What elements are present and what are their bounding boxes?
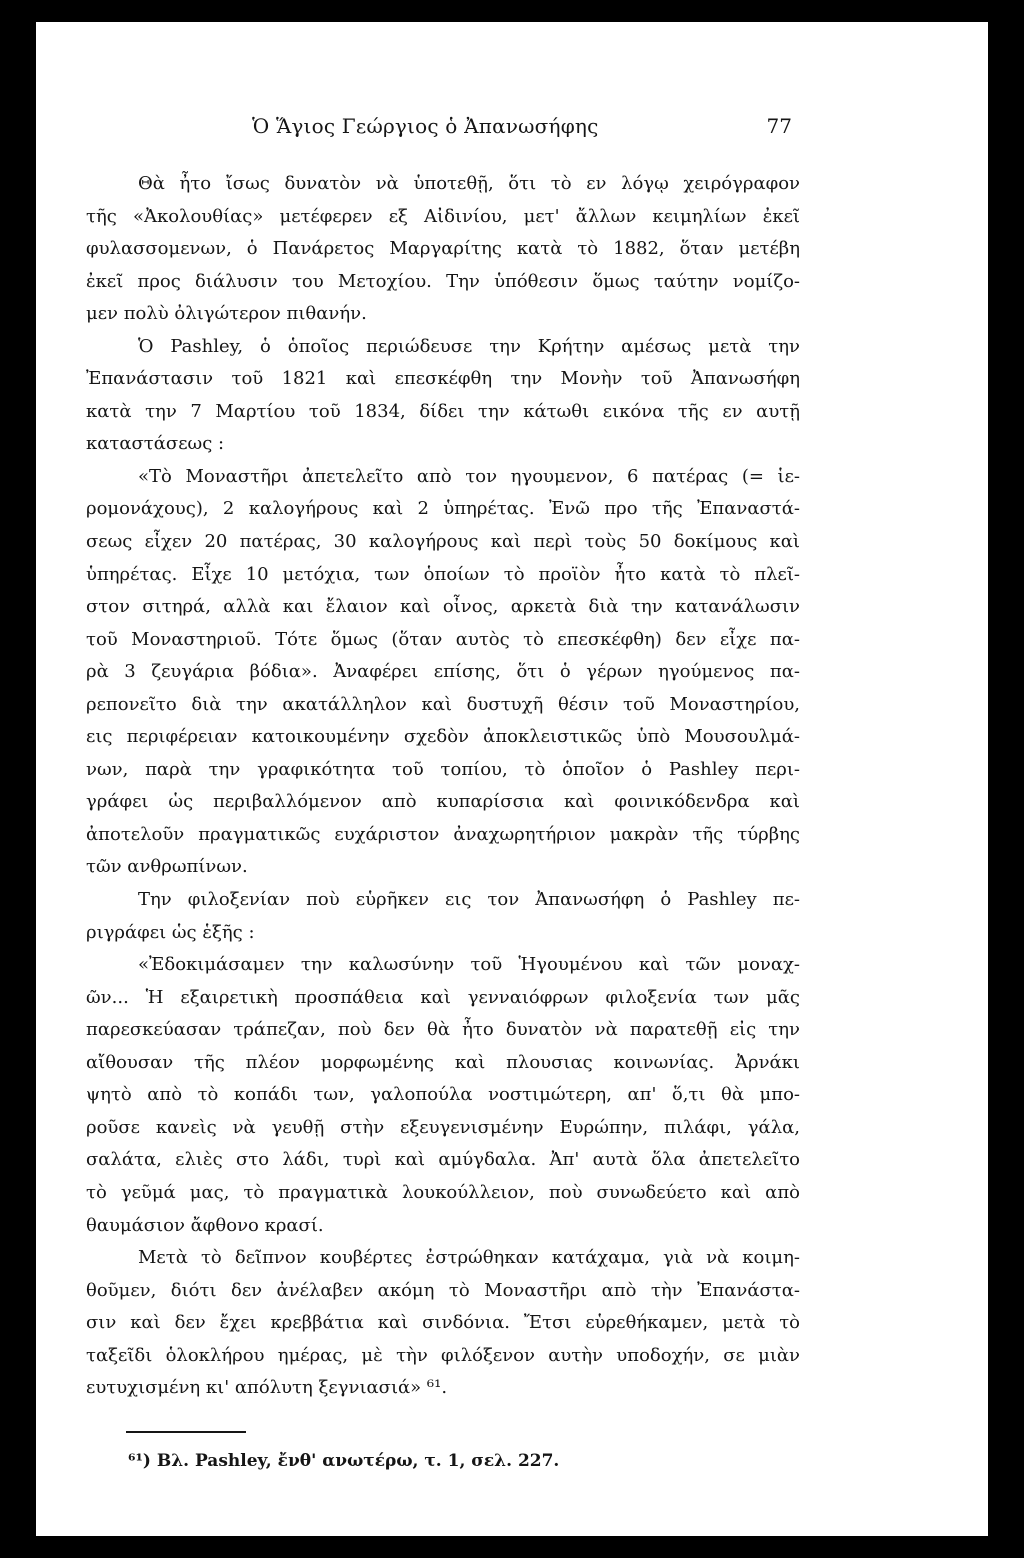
text-line: ταξεῖδι ὁλοκλήρου ημέρας, μὲ τὴν φιλόξενον αυτὴν υποδοχήν, σε μιὰν (86, 1344, 800, 1366)
text-line: κατὰ την 7 Μαρτίου τοῦ 1834, δίδει την κάτωθι εικόνα τῆς εν αυτῇ (86, 400, 800, 422)
text-line: ὑπηρέτας. Εἶχε 10 μετόχια, των ὁποίων τὸ προϊὸν ἦτο κατὰ τὸ πλεῖ- (86, 563, 800, 585)
text-line: ρεπονεῖτο διὰ την ακατάλληλον καὶ δυστυχῆ θέσιν τοῦ Μοναστηρίου, (86, 693, 800, 715)
text-line: θαυμάσιον ἄφθονο κρασί. (86, 1214, 324, 1236)
footnote: ⁶¹) Βλ. Pashley, ἔνθ' ανωτέρω, τ. 1, σελ. 227. (128, 1451, 560, 1471)
text-line: σεως εἶχεν 20 πατέρας, 30 καλογήρους καὶ περὶ τοὺς 50 δοκίμους καὶ (86, 531, 800, 553)
text-line: ῶν... Ἡ εξαιρετικὴ προσπάθεια καὶ γενναιόφρων φιλοξενία των μᾶς (86, 986, 800, 1008)
text-line: τῆς «Ἀκολουθίας» μετέφερεν εξ Αἰδινίου, μετ' ἄλλων κειμηλίων ἐκεῖ (86, 205, 800, 227)
running-title: Ὁ Ἅγιος Γεώργιος ὁ Ἀπανωσήφης (252, 114, 599, 138)
text-line: ροῦσε κανεὶς νὰ γευθῇ στὴν εξευγενισμένην Ευρώπην, πιλάφι, γάλα, (86, 1116, 800, 1138)
text-line: «Ἐδοκιμάσαμεν την καλωσύνην τοῦ Ἡγουμένου καὶ τῶν μοναχ- (138, 954, 800, 976)
text-line: τοῦ Μοναστηριοῦ. Τότε ὅμως (ὅταν αυτὸς τὸ επεσκέφθη) δεν εἶχε πα- (86, 628, 800, 650)
page-number: 77 (766, 114, 792, 138)
text-line: τὸ γεῦμά μας, τὸ πραγματικὰ λουκούλλειον, ποὺ συνωδεύετο καὶ απὸ (86, 1181, 800, 1203)
text-line: καταστάσεως : (86, 433, 225, 455)
text-line: Την φιλοξενίαν ποὺ εὑρῆκεν εις τον Ἀπανωσήφη ὁ Pashley πε- (138, 889, 800, 911)
text-line: ριγράφει ὡς ἑξῆς : (86, 921, 255, 943)
text-line: ἀποτελοῦν πραγματικῶς ευχάριστον ἀναχωρητήριον μακρὰν τῆς τύρβης (86, 823, 800, 845)
running-header (252, 114, 792, 148)
text-line: Μετὰ τὸ δεῖπνον κουβέρτες ἐστρώθηκαν κατάχαμα, γιὰ νὰ κοιμη- (138, 1247, 800, 1269)
text-line: εις περιφέρειαν κατοικουμένην σχεδὸν ἀποκλειστικῶς ὑπὸ Μουσουλμά- (86, 726, 800, 748)
text-line: σαλάτα, ελιὲς στο λάδι, τυρὶ καὶ αμύγδαλα. Ἀπ' αυτὰ ὅλα ἀπετελεῖτο (86, 1149, 800, 1171)
text-line: σιν καὶ δεν ἔχει κρεββάτια καὶ σινδόνια. Ἔτσι εὑρεθήκαμεν, μετὰ τὸ (86, 1312, 800, 1334)
text-line: αἴθουσαν τῆς πλέον μορφωμένης καὶ πλουσιας κοινωνίας. Ἀρνάκι (86, 1051, 800, 1073)
text-line: Θὰ ἦτο ἴσως δυνατὸν νὰ ὑποτεθῇ, ὅτι τὸ εν λόγῳ χειρόγραφον (138, 173, 800, 194)
text-line: φυλασσομενων, ὁ Πανάρετος Μαργαρίτης κατὰ τὸ 1882, ὅταν μετέβη (86, 238, 800, 260)
body-text (86, 168, 800, 1405)
footnote-rule (126, 1431, 246, 1433)
text-line: θοῦμεν, διότι δεν ἀνέλαβεν ακόμη τὸ Μοναστῆρι απὸ τὴν Ἐπανάστα- (86, 1279, 800, 1301)
text-line: ἐκεῖ προς διάλυσιν του Μετοχίου. Την ὑπόθεσιν ὅμως ταύτην νομίζο- (86, 270, 800, 292)
text-line: νων, παρὰ την γραφικότητα τοῦ τοπίου, τὸ ὁποῖον ὁ Pashley περι- (86, 758, 800, 780)
text-line: ψητὸ απὸ τὸ κοπάδι των, γαλοπούλα νοστιμώτερη, απ' ὅ,τι θὰ μπο- (86, 1084, 800, 1106)
text-line: στον σιτηρά, αλλὰ και ἔλαιον καὶ οἶνος, αρκετὰ διὰ την κατανάλωσιν (86, 596, 800, 618)
text-line: Ἐπανάστασιν τοῦ 1821 καὶ επεσκέφθη την Μονὴν τοῦ Ἀπανωσήφη (86, 368, 800, 390)
text-line: παρεσκεύασαν τράπεζαν, ποὺ δεν θὰ ἦτο δυνατὸν νὰ παρατεθῇ εἰς την (86, 1019, 800, 1041)
text-line: ρὰ 3 ζευγάρια βόδια». Ἀναφέρει επίσης, ὅτι ὁ γέρων ηγούμενος πα- (86, 661, 800, 683)
text-line: «Τὸ Μοναστῆρι ἀπετελεῖτο απὸ τον ηγουμενον, 6 πατέρας (= ἱε- (138, 465, 800, 487)
text-line: μεν πολὺ ὀλιγώτερον πιθανήν. (86, 303, 367, 325)
text-line: ευτυχισμένη κι' απόλυτη ξεγνιασιά» ⁶¹. (86, 1377, 448, 1399)
text-line: γράφει ὡς περιβαλλόμενον απὸ κυπαρίσσια καὶ φοινικόδενδρα καὶ (86, 791, 800, 813)
text-line: ρομονάχους), 2 καλογήρους καὶ 2 ὑπηρέτας. Ἐνῶ προ τῆς Ἐπαναστά- (86, 498, 800, 520)
text-line: τῶν ανθρωπίνων. (86, 856, 248, 878)
text-line: Ὁ Pashley, ὁ ὁποῖος περιώδευσε την Κρήτην αμέσως μετὰ την (138, 335, 800, 357)
